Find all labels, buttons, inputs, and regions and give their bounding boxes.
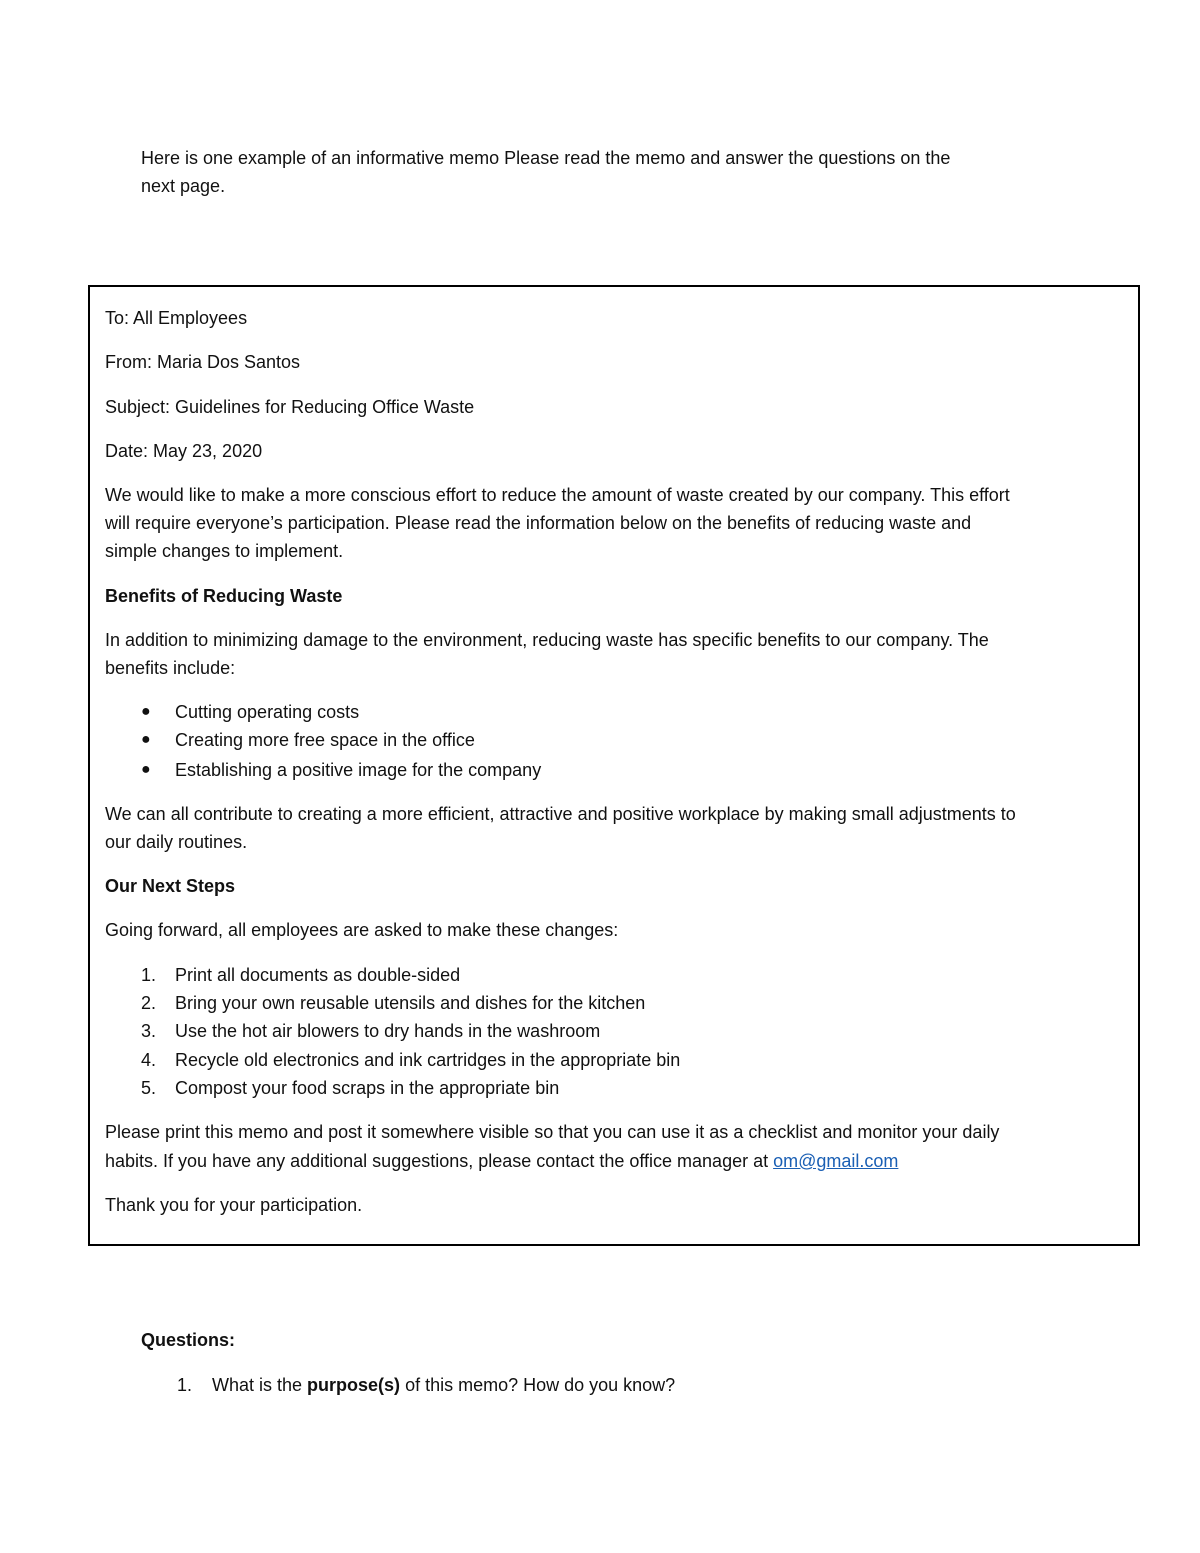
- closing-para-line-2: [105, 1147, 898, 1175]
- office-manager-email-link[interactable]: om@gmail.com: [773, 1151, 899, 1171]
- thanks-line: Thank you for your participation.: [105, 1195, 363, 1215]
- step-number: 4.: [141, 1050, 157, 1070]
- memo-date: Date: May 23, 2020: [105, 441, 263, 461]
- question-number: 1.: [177, 1375, 193, 1395]
- step-number: 3.: [141, 1021, 157, 1041]
- memo-to: To: All Employees: [105, 308, 248, 328]
- question-prefix: What is the: [212, 1375, 308, 1395]
- closing-para-line-1: Please print this memo and post it somewhere visible so that you can use it as a checklist and monitor your daily: [105, 1122, 1000, 1142]
- benefit-item: Cutting operating costs: [175, 702, 360, 722]
- benefits-para-line-2: benefits include:: [105, 658, 236, 678]
- step-number: 2.: [141, 993, 157, 1013]
- contribute-para-line-1: We can all contribute to creating a more efficient, attractive and positive workplace by making small adjustments to: [105, 804, 1016, 824]
- question-bold-term: purpose(s): [307, 1375, 401, 1395]
- memo-subject: Subject: Guidelines for Reducing Office Waste: [105, 397, 475, 417]
- question-suffix: of this memo? How do you know?: [400, 1375, 676, 1395]
- bullet-icon: ●: [141, 703, 151, 720]
- intro-line-2: next page.: [141, 176, 226, 196]
- steps-intro: Going forward, all employees are asked to make these changes:: [105, 920, 619, 940]
- benefits-heading: Benefits of Reducing Waste: [105, 586, 343, 606]
- step-item: Recycle old electronics and ink cartridges in the appropriate bin: [175, 1050, 681, 1070]
- questions-title: Questions:: [141, 1330, 236, 1350]
- memo-box: [88, 285, 1140, 1246]
- contribute-para-line-2: our daily routines.: [105, 832, 248, 852]
- benefits-para-line-1: In addition to minimizing damage to the environment, reducing waste has specific benefits to our company. The: [105, 630, 989, 650]
- step-item: Print all documents as double-sided: [175, 965, 461, 985]
- step-item: Compost your food scraps in the appropriate bin: [175, 1078, 560, 1098]
- step-number: 5.: [141, 1078, 157, 1098]
- intro-para-line-1: We would like to make a more conscious effort to reduce the amount of waste created by our company. This effort: [105, 485, 1010, 505]
- step-number: 1.: [141, 965, 157, 985]
- memo-from: From: Maria Dos Santos: [105, 352, 301, 372]
- intro-text: [141, 144, 1041, 200]
- step-item: Use the hot air blowers to dry hands in the washroom: [175, 1021, 601, 1041]
- intro-para-line-3: simple changes to implement.: [105, 541, 344, 561]
- intro-line-1: Here is one example of an informative memo Please read the memo and answer the questions on the: [141, 148, 951, 168]
- closing-para-prefix: habits. If you have any additional suggestions, please contact the office manager at: [105, 1151, 774, 1171]
- bullet-icon: ●: [141, 761, 151, 778]
- benefit-item: Creating more free space in the office: [175, 730, 475, 750]
- question-text: [212, 1371, 675, 1399]
- steps-heading: Our Next Steps: [105, 876, 236, 896]
- intro-para-line-2: will require everyone’s participation. Please read the information below on the benefits of reducing waste and: [105, 513, 972, 533]
- step-item: Bring your own reusable utensils and dishes for the kitchen: [175, 993, 646, 1013]
- benefit-item: Establishing a positive image for the company: [175, 760, 542, 780]
- bullet-icon: ●: [141, 731, 151, 748]
